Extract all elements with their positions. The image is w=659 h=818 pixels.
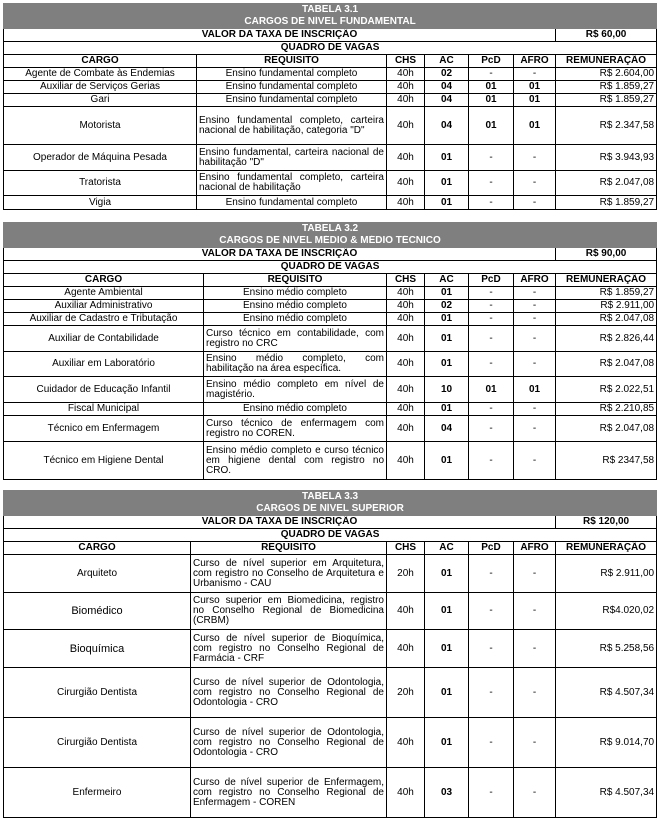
cargo-cell: Agente Ambiental: [4, 287, 204, 300]
requisito-cell: Ensino médio completo: [204, 313, 387, 326]
table-row: [4, 403, 657, 416]
table-row: [4, 68, 657, 81]
afro-cell: -: [514, 196, 556, 210]
chs-cell: 40h: [387, 94, 425, 107]
pcd-cell: -: [469, 171, 514, 196]
afro-cell: 01: [514, 107, 556, 145]
chs-cell: 40h: [387, 630, 425, 668]
afro-cell: -: [514, 403, 556, 416]
chs-cell: 40h: [387, 68, 425, 81]
requisito-cell: Ensino fundamental completo: [197, 81, 387, 94]
remuneracao-cell: R$ 1.859,27: [556, 81, 657, 94]
requisito-cell: Ensino fundamental completo, carteira nacional de habilitação, categoria "D": [197, 107, 387, 145]
chs-cell: 40h: [387, 768, 425, 818]
remuneracao-cell: R$ 2.047,08: [556, 416, 657, 442]
chs-cell: 40h: [387, 352, 425, 377]
table-row: [4, 416, 657, 442]
remuneracao-cell: R$ 1.859,27: [556, 287, 657, 300]
cargo-cell: Cuidador de Educação Infantil: [4, 377, 204, 403]
col-requisito: REQUISITO: [197, 55, 387, 68]
requisito-cell: Curso de nível superior em Arquitetura, com registro no Conselho de Arquitetura e Urbanismo - CAU: [191, 555, 387, 593]
pcd-cell: 01: [469, 81, 514, 94]
fee-value: R$ 120,00: [556, 516, 657, 529]
remuneracao-cell: R$ 2.022,51: [556, 377, 657, 403]
ac-cell: 01: [425, 145, 469, 171]
requisito-cell: Ensino médio completo, com habilitação na área específica.: [204, 352, 387, 377]
remuneracao-cell: R$ 3.943,93: [556, 145, 657, 171]
table-row: [4, 593, 657, 630]
table-row: [4, 107, 657, 145]
col-chs: CHS: [387, 274, 425, 287]
col-cargo: CARGO: [4, 55, 197, 68]
chs-cell: 40h: [387, 171, 425, 196]
col-afro: AFRO: [514, 542, 556, 555]
remuneracao-cell: R$ 2.604,00: [556, 68, 657, 81]
table-row: [4, 718, 657, 768]
afro-cell: -: [514, 593, 556, 630]
table-3-1: [3, 3, 657, 210]
afro-cell: -: [514, 326, 556, 352]
table-row: [4, 287, 657, 300]
table-title: CARGOS DE NÍVEL MÉDIO & MÉDIO TÉCNICO: [4, 235, 657, 248]
cargo-cell: Vigia: [4, 196, 197, 210]
cargo-cell: Auxiliar Administrativo: [4, 300, 204, 313]
afro-cell: -: [514, 718, 556, 768]
afro-cell: -: [514, 630, 556, 668]
table-row: [4, 81, 657, 94]
ac-cell: 01: [425, 555, 469, 593]
cargo-cell: Auxiliar em Laboratório: [4, 352, 204, 377]
chs-cell: 40h: [387, 196, 425, 210]
table-row: [4, 352, 657, 377]
col-pcd: PcD: [469, 542, 514, 555]
col-pcd: PcD: [469, 274, 514, 287]
ac-cell: 04: [425, 94, 469, 107]
requisito-cell: Ensino médio completo: [204, 403, 387, 416]
chs-cell: 40h: [387, 145, 425, 171]
pcd-cell: -: [469, 300, 514, 313]
remuneracao-cell: R$ 2.047,08: [556, 352, 657, 377]
remuneracao-cell: R$ 2.047,08: [556, 171, 657, 196]
chs-cell: 40h: [387, 416, 425, 442]
cargo-cell: Gari: [4, 94, 197, 107]
cargo-cell: Motorista: [4, 107, 197, 145]
afro-cell: -: [514, 287, 556, 300]
requisito-cell: Curso de nível superior de Enfermagem, com registro no Conselho Regional de Enfermagem - COREN: [191, 768, 387, 818]
pcd-cell: -: [469, 196, 514, 210]
requisito-cell: Ensino médio completo: [204, 300, 387, 313]
cargo-cell: Enfermeiro: [4, 768, 191, 818]
cargo-cell: Operador de Máquina Pesada: [4, 145, 197, 171]
ac-cell: 01: [425, 287, 469, 300]
table-row: [4, 377, 657, 403]
quadro-de-vagas: QUADRO DE VAGAS: [4, 42, 657, 55]
col-cargo: CARGO: [4, 274, 204, 287]
afro-cell: 01: [514, 377, 556, 403]
chs-cell: 40h: [387, 593, 425, 630]
afro-cell: -: [514, 416, 556, 442]
pcd-cell: -: [469, 313, 514, 326]
afro-cell: 01: [514, 94, 556, 107]
ac-cell: 01: [425, 442, 469, 480]
requisito-cell: Ensino médio completo: [204, 287, 387, 300]
afro-cell: -: [514, 768, 556, 818]
requisito-cell: Ensino fundamental completo: [197, 196, 387, 210]
afro-cell: -: [514, 352, 556, 377]
fee-value: R$ 60,00: [556, 29, 657, 42]
remuneracao-cell: R$ 2.911,00: [556, 555, 657, 593]
requisito-cell: Ensino médio completo em nível de magistério.: [204, 377, 387, 403]
pcd-cell: 01: [469, 107, 514, 145]
col-requisito: REQUISITO: [191, 542, 387, 555]
afro-cell: -: [514, 442, 556, 480]
chs-cell: 20h: [387, 555, 425, 593]
pcd-cell: 01: [469, 94, 514, 107]
pcd-cell: -: [469, 287, 514, 300]
col-ac: AC: [425, 274, 469, 287]
remuneracao-cell: R$ 5.258,56: [556, 630, 657, 668]
quadro-de-vagas: QUADRO DE VAGAS: [4, 529, 657, 542]
pcd-cell: -: [469, 768, 514, 818]
afro-cell: -: [514, 668, 556, 718]
ac-cell: 01: [425, 403, 469, 416]
chs-cell: 20h: [387, 668, 425, 718]
chs-cell: 40h: [387, 377, 425, 403]
pcd-cell: -: [469, 326, 514, 352]
remuneracao-cell: R$ 2.911,00: [556, 300, 657, 313]
requisito-cell: Ensino fundamental, carteira nacional de habilitação "D": [197, 145, 387, 171]
chs-cell: 40h: [387, 287, 425, 300]
requisito-cell: Ensino fundamental completo: [197, 94, 387, 107]
pcd-cell: -: [469, 555, 514, 593]
cargo-cell: Fiscal Municipal: [4, 403, 204, 416]
chs-cell: 40h: [387, 442, 425, 480]
remuneracao-cell: R$ 2.210,85: [556, 403, 657, 416]
ac-cell: 01: [425, 326, 469, 352]
remuneracao-cell: R$4.020,02: [556, 593, 657, 630]
ac-cell: 01: [425, 352, 469, 377]
ac-cell: 01: [425, 313, 469, 326]
col-chs: CHS: [387, 55, 425, 68]
ac-cell: 02: [425, 300, 469, 313]
col-cargo: CARGO: [4, 542, 191, 555]
chs-cell: 40h: [387, 107, 425, 145]
requisito-cell: Curso técnico em contabilidade, com registro no CRC: [204, 326, 387, 352]
table-row: [4, 326, 657, 352]
chs-cell: 40h: [387, 300, 425, 313]
requisito-cell: Curso de nível superior de Odontologia, com registro no Conselho Regional de Odontologia - CRO: [191, 668, 387, 718]
table-row: [4, 442, 657, 480]
ac-cell: 03: [425, 768, 469, 818]
col-afro: AFRO: [514, 55, 556, 68]
ac-cell: 01: [425, 668, 469, 718]
afro-cell: -: [514, 555, 556, 593]
ac-cell: 04: [425, 416, 469, 442]
remuneracao-cell: R$ 2347,58: [556, 442, 657, 480]
quadro-de-vagas: QUADRO DE VAGAS: [4, 261, 657, 274]
pcd-cell: -: [469, 442, 514, 480]
col-remuneracao: REMUNERAÇÃO: [556, 274, 657, 287]
cargo-cell: Bioquímica: [4, 630, 191, 668]
requisito-cell: Ensino fundamental completo, carteira nacional de habilitação: [197, 171, 387, 196]
table-3-2: [3, 222, 657, 480]
col-chs: CHS: [387, 542, 425, 555]
table-row: [4, 94, 657, 107]
requisito-cell: Curso superior em Biomedicina, registro no Conselho Regional de Biomedicina (CRBM): [191, 593, 387, 630]
pcd-cell: -: [469, 668, 514, 718]
table-row: [4, 555, 657, 593]
table-row: [4, 300, 657, 313]
remuneracao-cell: R$ 1.859,27: [556, 196, 657, 210]
pcd-cell: -: [469, 145, 514, 171]
cargo-cell: Tratorista: [4, 171, 197, 196]
table-row: [4, 668, 657, 718]
table-row: [4, 145, 657, 171]
chs-cell: 40h: [387, 81, 425, 94]
col-pcd: PcD: [469, 55, 514, 68]
ac-cell: 04: [425, 107, 469, 145]
column-header-row: [4, 274, 657, 287]
table-row: [4, 171, 657, 196]
cargo-cell: Auxiliar de Contabilidade: [4, 326, 204, 352]
column-header-row: [4, 542, 657, 555]
table-row: [4, 630, 657, 668]
chs-cell: 40h: [387, 326, 425, 352]
pcd-cell: -: [469, 403, 514, 416]
afro-cell: 01: [514, 81, 556, 94]
table-row: [4, 196, 657, 210]
remuneracao-cell: R$ 1.859,27: [556, 94, 657, 107]
afro-cell: -: [514, 171, 556, 196]
table-number: TABELA 3.2: [4, 223, 657, 235]
fee-label: VALOR DA TAXA DE INSCRIÇÃO: [4, 29, 556, 42]
pcd-cell: -: [469, 352, 514, 377]
ac-cell: 02: [425, 68, 469, 81]
pcd-cell: -: [469, 718, 514, 768]
pcd-cell: -: [469, 593, 514, 630]
cargo-cell: Auxiliar de Cadastro e Tributação: [4, 313, 204, 326]
table-row: [4, 313, 657, 326]
ac-cell: 01: [425, 630, 469, 668]
col-ac: AC: [425, 55, 469, 68]
cargo-cell: Técnico em Higiene Dental: [4, 442, 204, 480]
afro-cell: -: [514, 313, 556, 326]
cargo-cell: Cirurgião Dentista: [4, 668, 191, 718]
pcd-cell: 01: [469, 377, 514, 403]
table-number: TABELA 3.1: [4, 4, 657, 16]
fee-label: VALOR DA TAXA DE INSCRIÇÃO: [4, 248, 556, 261]
pcd-cell: -: [469, 416, 514, 442]
afro-cell: -: [514, 68, 556, 81]
pcd-cell: -: [469, 68, 514, 81]
table-3-3: [3, 490, 657, 818]
afro-cell: -: [514, 300, 556, 313]
ac-cell: 01: [425, 171, 469, 196]
chs-cell: 40h: [387, 313, 425, 326]
remuneracao-cell: R$ 4.507,34: [556, 668, 657, 718]
table-number: TABELA 3.3: [4, 491, 657, 503]
cargo-cell: Cirurgião Dentista: [4, 718, 191, 768]
col-remuneracao: REMUNERAÇÃO: [556, 55, 657, 68]
remuneracao-cell: R$ 2.826,44: [556, 326, 657, 352]
pcd-cell: -: [469, 630, 514, 668]
col-ac: AC: [425, 542, 469, 555]
cargo-cell: Técnico em Enfermagem: [4, 416, 204, 442]
table-row: [4, 768, 657, 818]
requisito-cell: Curso de nível superior de Odontologia, com registro no Conselho Regional de Odontologia - CRO: [191, 718, 387, 768]
fee-value: R$ 90,00: [556, 248, 657, 261]
afro-cell: -: [514, 145, 556, 171]
ac-cell: 01: [425, 593, 469, 630]
cargo-cell: Biomédico: [4, 593, 191, 630]
ac-cell: 10: [425, 377, 469, 403]
col-afro: AFRO: [514, 274, 556, 287]
requisito-cell: Ensino médio completo e curso técnico em higiene dental com registro no CRO.: [204, 442, 387, 480]
column-header-row: [4, 55, 657, 68]
remuneracao-cell: R$ 4.507,34: [556, 768, 657, 818]
requisito-cell: Curso técnico de enfermagem com registro no COREN.: [204, 416, 387, 442]
ac-cell: 01: [425, 196, 469, 210]
requisito-cell: Ensino fundamental completo: [197, 68, 387, 81]
remuneracao-cell: R$ 2.347,58: [556, 107, 657, 145]
cargo-cell: Agente de Combate às Endemias: [4, 68, 197, 81]
col-remuneracao: REMUNERAÇÃO: [556, 542, 657, 555]
chs-cell: 40h: [387, 718, 425, 768]
ac-cell: 04: [425, 81, 469, 94]
cargo-cell: Arquiteto: [4, 555, 191, 593]
remuneracao-cell: R$ 9.014,70: [556, 718, 657, 768]
remuneracao-cell: R$ 2.047,08: [556, 313, 657, 326]
col-requisito: REQUISITO: [204, 274, 387, 287]
requisito-cell: Curso de nível superior de Bioquímica, com registro no Conselho Regional de Farmácia - CRF: [191, 630, 387, 668]
fee-label: VALOR DA TAXA DE INSCRIÇÃO: [4, 516, 556, 529]
table-title: CARGOS DE NÍVEL FUNDAMENTAL: [4, 16, 657, 29]
table-title: CARGOS DE NÍVEL SUPERIOR: [4, 503, 657, 516]
chs-cell: 40h: [387, 403, 425, 416]
cargo-cell: Auxiliar de Serviços Gerias: [4, 81, 197, 94]
ac-cell: 01: [425, 718, 469, 768]
